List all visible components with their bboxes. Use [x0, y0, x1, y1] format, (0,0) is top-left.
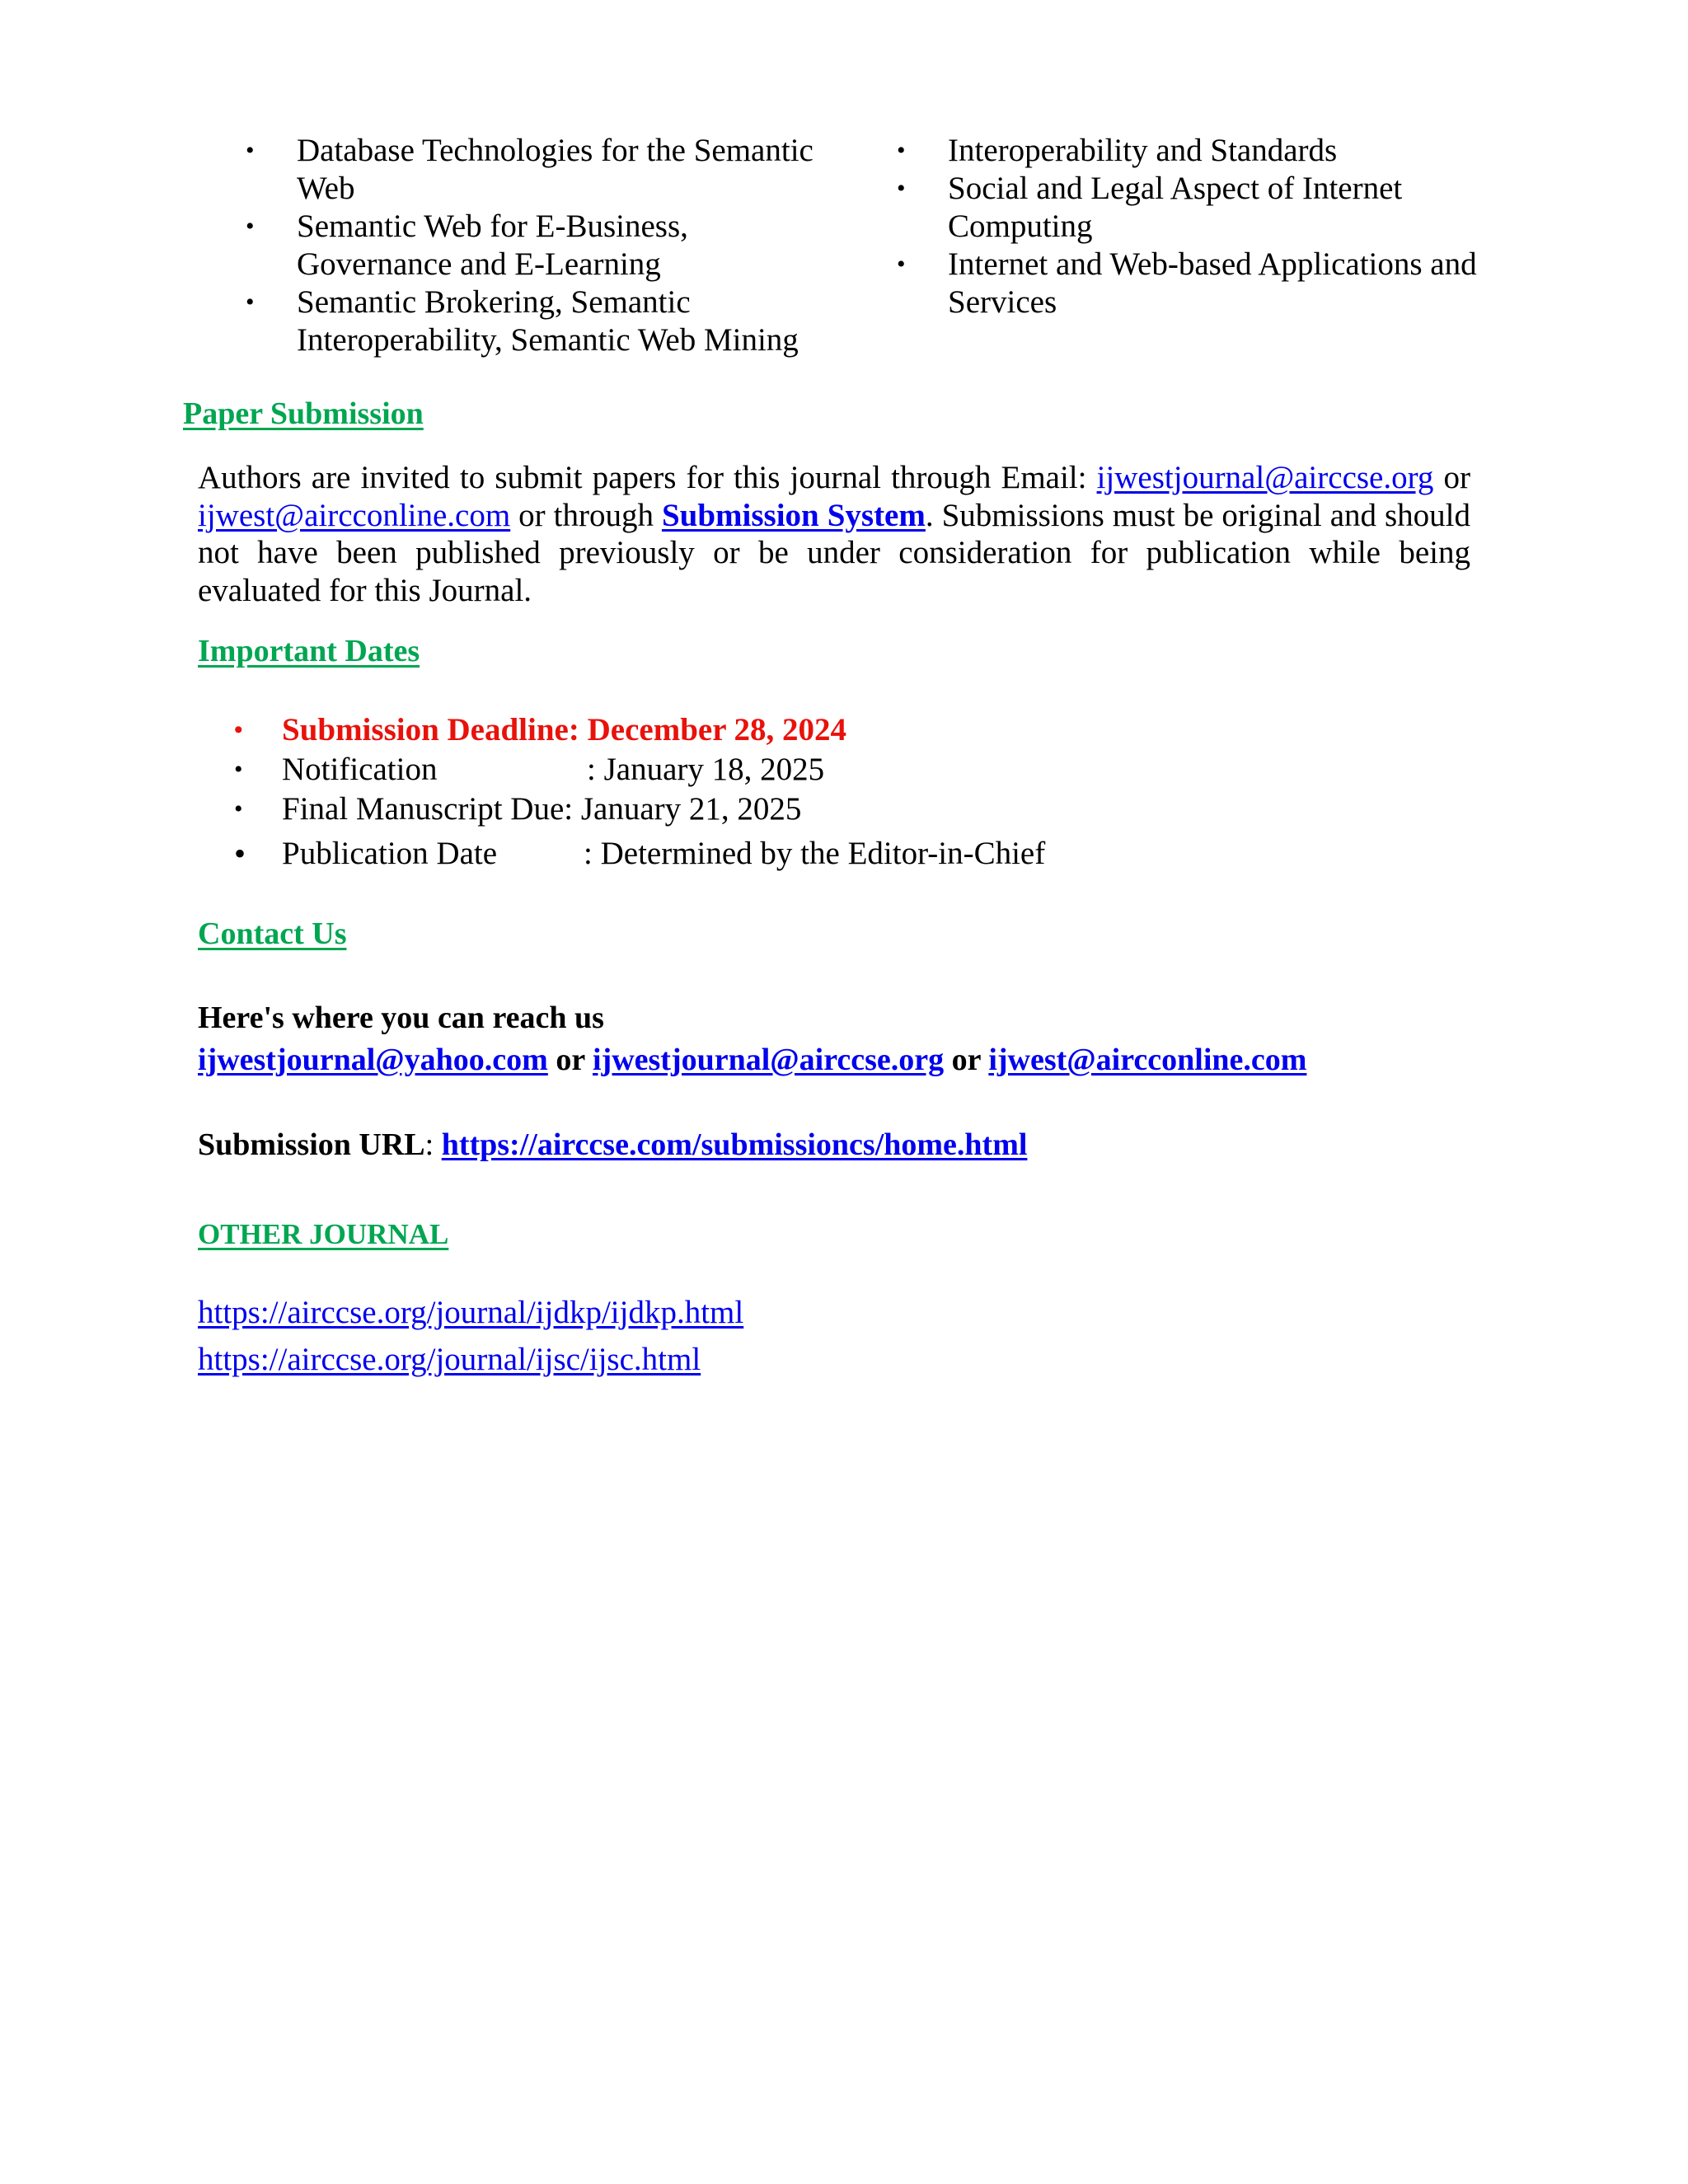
topics-list-left: [239, 132, 849, 359]
date-separator: :: [564, 791, 581, 827]
date-value: January 18, 2025: [603, 752, 825, 787]
topic-item: [239, 208, 849, 284]
email-link-airccse[interactable]: ijwestjournal@airccse.org: [1096, 460, 1434, 495]
topic-item: [890, 132, 1484, 170]
date-item-final-manuscript: [232, 790, 1045, 829]
date-item-publication: [232, 834, 1045, 874]
bullet-icon: •: [234, 795, 243, 823]
email-link-aircconline[interactable]: ijwest@aircconline.com: [988, 1043, 1307, 1077]
paragraph-text: or: [1433, 460, 1470, 495]
or-text: or: [547, 1043, 593, 1077]
bullet-icon: •: [246, 213, 255, 240]
paragraph-text: . Submissions must be original and should not have been published previously or be under consideration for publication while being evaluated for this Journal.: [198, 497, 1470, 608]
bullet-icon: •: [897, 137, 906, 164]
date-separator: :: [584, 836, 601, 871]
date-item-submission-deadline: [232, 710, 1045, 750]
bullet-icon: •: [897, 251, 906, 278]
bullet-icon: •: [234, 756, 243, 783]
bullet-icon: •: [246, 288, 255, 316]
date-item-notification: [232, 750, 1045, 790]
submission-url-line: [198, 1127, 1027, 1163]
topic-label: Database Technologies for the Semantic Web: [297, 133, 814, 206]
bullet-icon: •: [234, 835, 246, 872]
topic-label: Interoperability and Standards: [948, 133, 1338, 168]
contact-us-heading: Contact Us: [198, 916, 347, 951]
topic-item: [239, 132, 849, 208]
paper-submission-heading: Paper Submission: [183, 396, 424, 431]
date-label: Submission Deadline: [282, 712, 569, 748]
date-separator: :: [587, 752, 604, 787]
journal-link-ijsc[interactable]: https://airccse.org/journal/ijsc/ijsc.html: [198, 1342, 701, 1377]
topic-label: Internet and Web-based Applications and Services: [948, 246, 1477, 320]
bullet-icon: •: [246, 137, 255, 164]
submission-url-label: Submission URL: [198, 1127, 425, 1162]
date-value: December 28, 2024: [587, 712, 847, 748]
bullet-icon: •: [897, 175, 906, 202]
topic-item: [239, 284, 849, 359]
important-dates-list: [232, 710, 1045, 874]
submission-system-link[interactable]: Submission System: [661, 497, 926, 533]
topic-item: [890, 246, 1484, 321]
topic-label: Semantic Brokering, Semantic Interoperability, Semantic Web Mining: [297, 284, 799, 358]
or-text: or: [944, 1043, 989, 1077]
topics-list-right: [890, 132, 1484, 321]
topic-label: Semantic Web for E-Business, Governance and E-Learning: [297, 209, 688, 282]
journal-link-ijdkp[interactable]: https://airccse.org/journal/ijdkp/ijdkp.html: [198, 1295, 744, 1330]
paragraph-text: or through: [510, 497, 662, 533]
important-dates-heading: Important Dates: [198, 634, 420, 668]
other-journal-item: [198, 1294, 743, 1331]
submission-url-link[interactable]: https://airccse.com/submissioncs/home.html: [441, 1127, 1028, 1162]
topic-label: Social and Legal Aspect of Internet Computing: [948, 171, 1403, 244]
email-link-yahoo[interactable]: ijwestjournal@yahoo.com: [198, 1043, 548, 1077]
colon-text: :: [424, 1127, 442, 1162]
date-value: January 21, 2025: [580, 791, 802, 827]
date-label: Final Manuscript Due: [282, 791, 565, 827]
topic-item: [890, 170, 1484, 246]
date-separator: :: [568, 712, 588, 748]
reach-us-text: Here's where you can reach us: [198, 1001, 604, 1035]
bullet-icon: •: [234, 716, 243, 743]
email-link-aircconline[interactable]: ijwest@aircconline.com: [198, 497, 511, 533]
other-journal-item: [198, 1341, 701, 1378]
other-journal-heading: OTHER JOURNAL: [198, 1218, 449, 1250]
date-value: Determined by the Editor-in-Chief: [600, 836, 1046, 871]
date-label: Notification: [282, 752, 438, 787]
paragraph-text: Authors are invited to submit papers for this journal through Email:: [198, 460, 1097, 495]
date-label: Publication Date: [282, 836, 498, 871]
paper-submission-paragraph: [198, 459, 1470, 609]
contact-emails-line: [198, 1042, 1306, 1078]
email-link-airccse[interactable]: ijwestjournal@airccse.org: [593, 1043, 945, 1077]
